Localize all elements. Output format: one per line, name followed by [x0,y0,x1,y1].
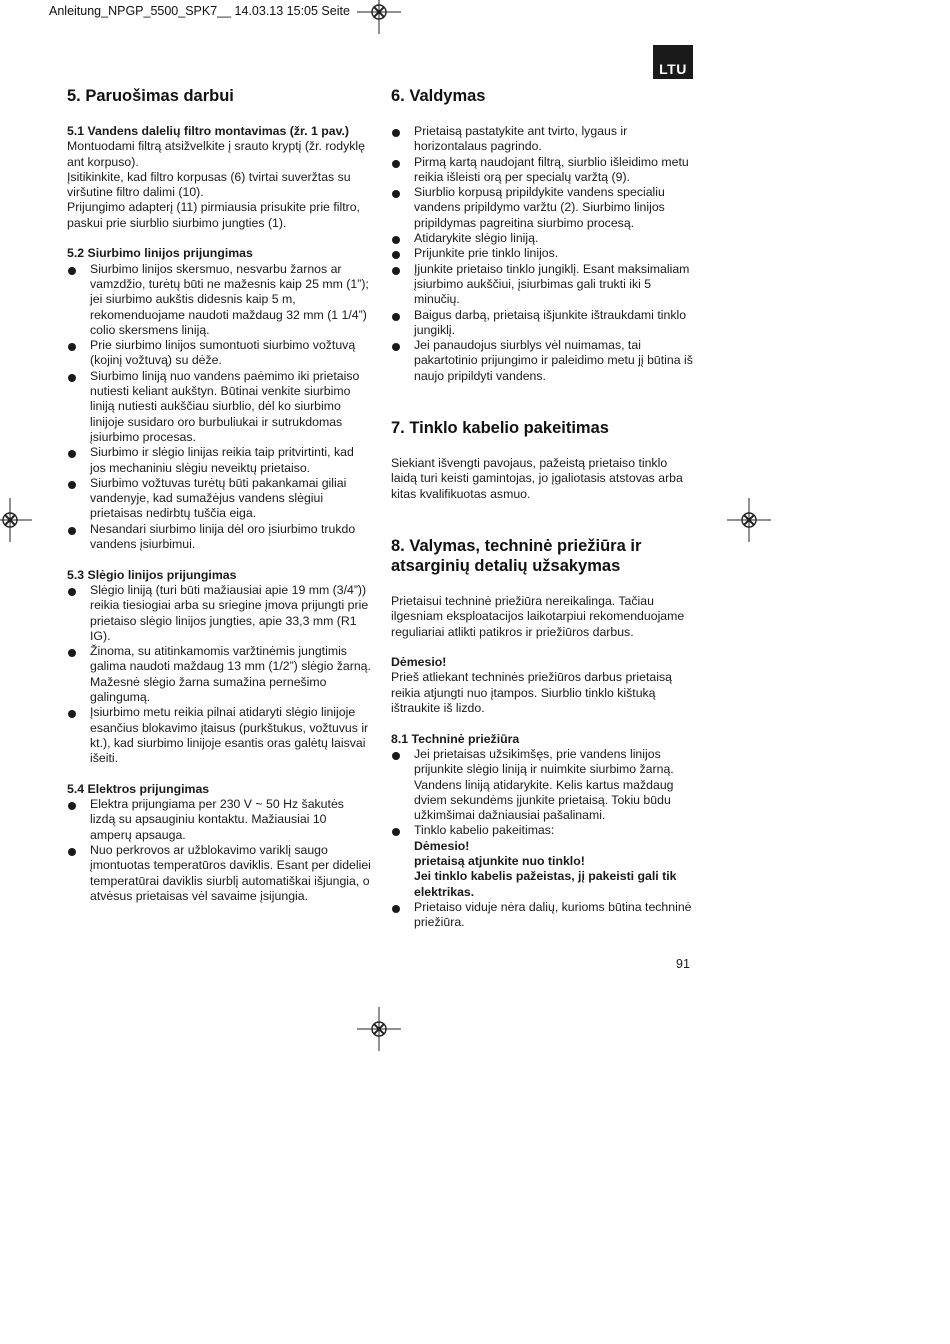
language-badge: LTU [653,45,693,79]
list-item: Įjunkite prietaiso tinklo jungiklį. Esant maksimaliam įsiurbimo aukščiui, įsiurbimas gali trukti iki 5 minučių. [391,262,695,308]
registration-mark-icon [357,1007,401,1051]
bullet-icon [392,828,400,836]
list-item: Nesandari siurbimo linija dėl oro įsiurbimo trukdo vandens įsiurbimui. [67,522,371,553]
list-item: Žinoma, su atitinkamomis varžtinėmis jungtimis galima naudoti maždaug 13 mm (1/2”) slėgio žarną. Mažesnė slėgio žarna sumažina pernešimo galingumą. [67,644,371,705]
section-8-1-list [391,747,695,931]
print-header: Anleitung_NPGP_5500_SPK7__ 14.03.13 15:05 Seite [49,4,350,18]
bullet-icon [68,710,76,718]
section-7-paragraph: Siekiant išvengti pavojaus, pažeistą prietaiso tinklo laidą turi keisti gamintojas, jo įgaliotasis atstovas arba kitas kvalifikuotas asmuo. [391,456,683,501]
bullet-icon [68,649,76,657]
section-5-1-paragraph: Įsitikinkite, kad filtro korpusas (6) tvirtai suveržtas su viršutine filtro dalimi (10). [67,169,351,200]
warning-text: prietaisą atjunkite nuo tinklo! [414,853,585,868]
section-5-2-list [67,262,371,553]
bullet-icon [68,481,76,489]
bullet-icon [68,527,76,535]
section-5-title: 5. Paruošimas darbui [67,87,234,105]
bullet-icon [68,374,76,382]
section-6-list [391,124,695,384]
section-5-4-title: 5.4 Elektros prijungimas [67,781,210,796]
warning-text: Jei tinklo kabelis pažeistas, jį pakeisti gali tik elektrikas. [414,869,677,899]
list-item: Nuo perkrovos ar užblokavimo variklį saugo įmontuotas temperatūros daviklis. Esant per dideliei temperatūrai daviklis siurblį automatiškai išjungia, o atvėsus prietaisas vėl savaime įsijungia. [67,843,371,904]
list-item: Slėgio liniją (turi būti mažiausiai apie 19 mm (3/4”)) reikia tiesiogiai arba su sriegine įmova prijungti prie prietaiso slėgio linijos jungties, apie 33,3 mm (R1 IG). [67,583,371,644]
list-item: Siurbimo ir slėgio linijas reikia taip pritvirtinti, kad jos mechaniniu slėgiu neveiktų prietaiso. [67,445,371,476]
list-item: Elektra prijungiama per 230 V ~ 50 Hz šakutės lizdą su apsauginiu kontaktu. Mažiausiai 10 amperų apsauga. [67,797,371,843]
list-item: Prietaisą pastatykite ant tvirto, lygaus ir horizontalaus pagrindo. [391,124,695,155]
list-item: Siurbimo liniją nuo vandens paėmimo iki prietaiso nutiesti keliant aukštyn. Būtinai venkite siurbimo liniją nutiesti aukščiau siurblio, dėl ko siurbimo linijoje susidaro oro burbuliukai ir sutrukdomas įsiurbimo procesas. [67,369,371,445]
bullet-icon [392,251,400,259]
page-number: 91 [676,957,690,971]
section-8-title: 8. Valymas, techninė priežiūra ir atsarginių detalių užsakymas [391,536,642,575]
list-item: Tinklo kabelio pakeitimas: Dėmesio! prietaisą atjunkite nuo tinklo! Jei tinklo kabelis pažeistas, jį pakeisti gali tik elektrikas. [391,823,695,899]
section-8-1-title: 8.1 Techninė priežiūra [391,731,520,746]
bullet-icon [392,343,400,351]
section-5-1-paragraph: Montuodami filtrą atsižvelkite į srauto kryptį (žr. rodyklę ant korpuso). [67,139,365,169]
left-column [67,86,371,904]
registration-mark-icon [0,498,32,542]
bullet-icon [68,588,76,596]
section-5-3-list [67,583,371,767]
bullet-icon [68,267,76,275]
list-item: Siurbimo linijos skersmuo, nesvarbu žarnos ar vamzdžio, turėtų būti ne mažesnis kaip 25 mm (1”); jei siurbimo aukštis didesnis kaip 5 m, rekomenduojame naudoti maždaug 32 mm (1 1/4”) colio skersmens liniją. [67,262,371,338]
section-6-title: 6. Valdymas [391,87,486,105]
list-item: Baigus darbą, prietaisą išjunkite ištraukdami tinklo jungiklį. [391,308,695,339]
list-item: Prijunkite prie tinklo linijos. [391,246,695,261]
bullet-icon [68,802,76,810]
list-item: Prie siurbimo linijos sumontuoti siurbimo vožtuvą (kojinį vožtuvą) su dėže. [67,338,371,369]
list-item: Siurbimo vožtuvas turėtų būti pakankamai giliai vandenyje, kad sumažėjus vandens slėgiui prietaisas nedirbtų tuščia eiga. [67,476,371,522]
bullet-icon [392,160,400,168]
section-7-title: 7. Tinklo kabelio pakeitimas [391,419,609,438]
section-8-paragraph: Prietaisui techninė priežiūra nereikalinga. Tačiau ilgesniam eksploatacijos laikotarpiui rekomenduojame reguliariai atlikti patikros ir priežiūros darbus. [391,593,685,639]
list-item: Siurblio korpusą pripildykite vandens specialiu vandens pripildymo varžtu (2). Siurbimo linijos pripildymas pagreitina siurbimo procesą. [391,185,695,231]
bullet-icon [392,190,400,198]
bullet-icon [392,267,400,275]
bullet-icon [68,343,76,351]
warning-title: Dėmesio! [391,655,447,670]
bullet-icon [392,905,400,913]
list-item: Pirmą kartą naudojant filtrą, siurblio išleidimo metu reikia išleisti orą per specialų varžtą (9). [391,155,695,186]
section-5-2-title: 5.2 Siurbimo linijos prijungimas [67,246,253,261]
list-item: Jei panaudojus siurblys vėl nuimamas, tai pakartotinio prijungimo ir paleidimo metu jį būtina iš naujo pripildyti vandens. [391,338,695,384]
registration-mark-icon [357,0,401,34]
bullet-icon [392,129,400,137]
bullet-icon [392,313,400,321]
section-5-3-title: 5.3 Slėgio linijos prijungimas [67,567,237,582]
warning-text: Dėmesio! [414,838,470,853]
section-5-1-title: 5.1 Vandens dalelių filtro montavimas (žr. 1 pav.) [67,124,350,138]
list-item: Įsiurbimo metu reikia pilnai atidaryti slėgio linijoje esančius blokavimo įtaisus (purkštukus, vožtuvus ir kt.), kad siurbimo linijoje esantis oras galėtų laisvai išeiti. [67,705,371,766]
registration-mark-icon [727,498,771,542]
bullet-icon [392,752,400,760]
section-5-1-paragraph: Prijungimo adapterį (11) pirmiausia prisukite prie filtro, paskui prie siurblio siurbimo jungties (1). [67,200,360,230]
list-item: Prietaiso viduje nėra dalių, kurioms būtina techninė priežiūra. [391,900,695,931]
list-item: Atidarykite slėgio liniją. [391,231,695,246]
bullet-icon [392,236,400,244]
bullet-icon [68,450,76,458]
list-item: Jei prietaisas užsikimšęs, prie vandens linijos prijunkite slėgio liniją ir nuimkite siurbimo žarną. Vandens liniją atidarykite. Kelis kartus maždaug dviem sekundėms įjunkite prietaisą. Tokiu būdu užkimšimai dažniausiai pašalinami. [391,747,695,823]
section-8-paragraph: Prieš atliekant techninės priežiūros darbus prietaisą reikia atjungti nuo įtampos. Siurblio tinklo kištuką ištraukite iš lizdo. [391,670,672,716]
section-5-4-list [67,797,371,904]
right-column [391,86,695,930]
bullet-icon [68,848,76,856]
